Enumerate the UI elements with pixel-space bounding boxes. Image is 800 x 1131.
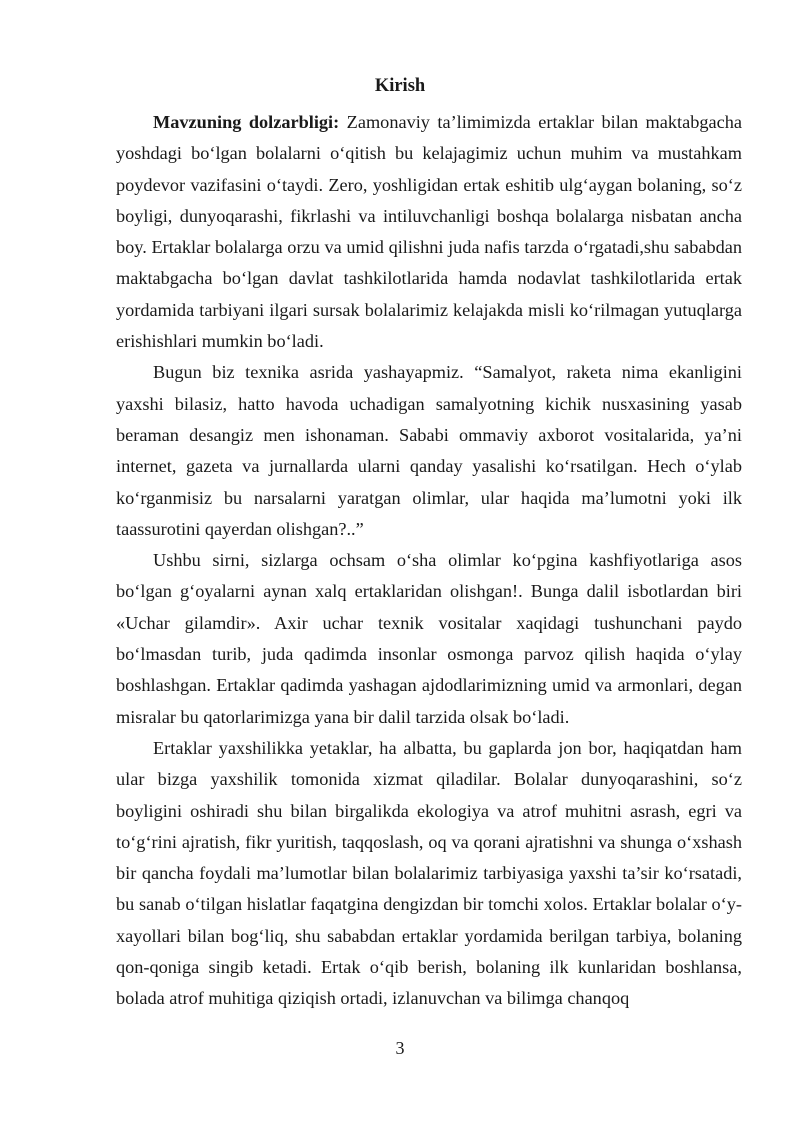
page-number: 3 <box>395 1038 405 1058</box>
body-text <box>116 107 742 1015</box>
paragraph-secret: Ushbu sirni, sizlarga ochsam o‘sha olimlar ko‘pgina kashfiyotlariga asos bo‘lgan g‘oyalarni aynan xalq ertaklaridan olishgan!. Bunga dalil isbotlardan biri «Uchar gilamdir». Axir uchar texnik vositalar xaqidagi tushunchani paydo bo‘lmasdan turib, juda qadimda insonlar osmonga parvoz qilish haqida o‘ylay boshlashgan. Ertaklar qadimda yashagan ajdodlarimizning umid va armonlari, degan misralar bu qatorlarimizga yana bir dalil tarzida olsak bo‘ladi. <box>116 550 742 727</box>
paragraph-technology: Bugun biz texnika asrida yashayapmiz. “Samalyot, raketa nima ekanligini yaxshi bilasiz, hatto havoda uchadigan samalyotning kichik nusxasining yasab beraman desangiz men ishonaman. Sababi ommaviy axborot vositalarida, ya’ni internet, gazeta va jurnallarda ularni qanday yasalishi ko‘rsatilgan. Hech o‘ylab ko‘rganmisiz bu narsalarni yaratgan olimlar, ular haqida ma’lumotni yoki ilk taassurotini qayerdan olishgan?..” <box>116 362 742 539</box>
paragraph-goodness: Ertaklar yaxshilikka yetaklar, ha albatta, bu gaplarda jon bor, haqiqatdan ham ular bizga yaxshilik tomonida xizmat qiladilar. Bolalar dunyoqarashini, so‘z boyligini oshiradi shu bilan birgalikda ekologiya va atrof muhitni asrash, egri va to‘g‘rini ajratish, fikr yuritish, taqqoslash, oq va qorani ajratishni va shunga o‘xshash bir qancha foydali ma’lumotlar bilan bolalarimiz tarbiyasiga yaxshi ta’sir ko‘rsatadi, bu sanab o‘tilgan hislatlar faqatgina dengizdan bir tomchi xolos. Ertaklar bolalar o‘y-xayollari bilan bog‘liq, shu sababdan ertaklar yordamida berilgan tarbiya, bolaning qon-qoniga singib ketadi. Ertak o‘qib berish, bolaning ilk kunlaridan boshlansa, bolada atrof muhitiga qiziqish ortadi, izlanuvchan va bilimga chanqoq <box>116 737 742 1009</box>
section-title: Kirish <box>374 76 426 96</box>
paragraph-text: Zamonaviy ta’limimizda ertaklar bilan maktabgacha yoshdagi bo‘lgan bolalarni o‘qitish bu kelajagimiz uchun muhim va mustahkam poydevor vazifasini o‘taydi. Zero, yoshligidan ertak eshitib ulg‘aygan bolaning, so‘z boyligi, dunyoqarashi, fikrlashi va intiluvchanligi boshqa bolalarga nisbatan ancha boy. Ertaklar bolalarga orzu va umid qilishni juda nafis tarzda o‘rgatadi,shu sababdan maktabgacha bo‘lgan davlat tashkilotlarida hamda nodavlat tashkilotlarida ertak yordamida tarbiyani ilgari sursak bolalarimiz kelajakda misli ko‘rilmagan yutuqlarga erishishlari mumkin bo‘ladi. <box>116 112 742 352</box>
paragraph-relevance <box>116 107 742 357</box>
paragraph-lead: Mavzuning dolzarbligi: <box>153 112 340 132</box>
